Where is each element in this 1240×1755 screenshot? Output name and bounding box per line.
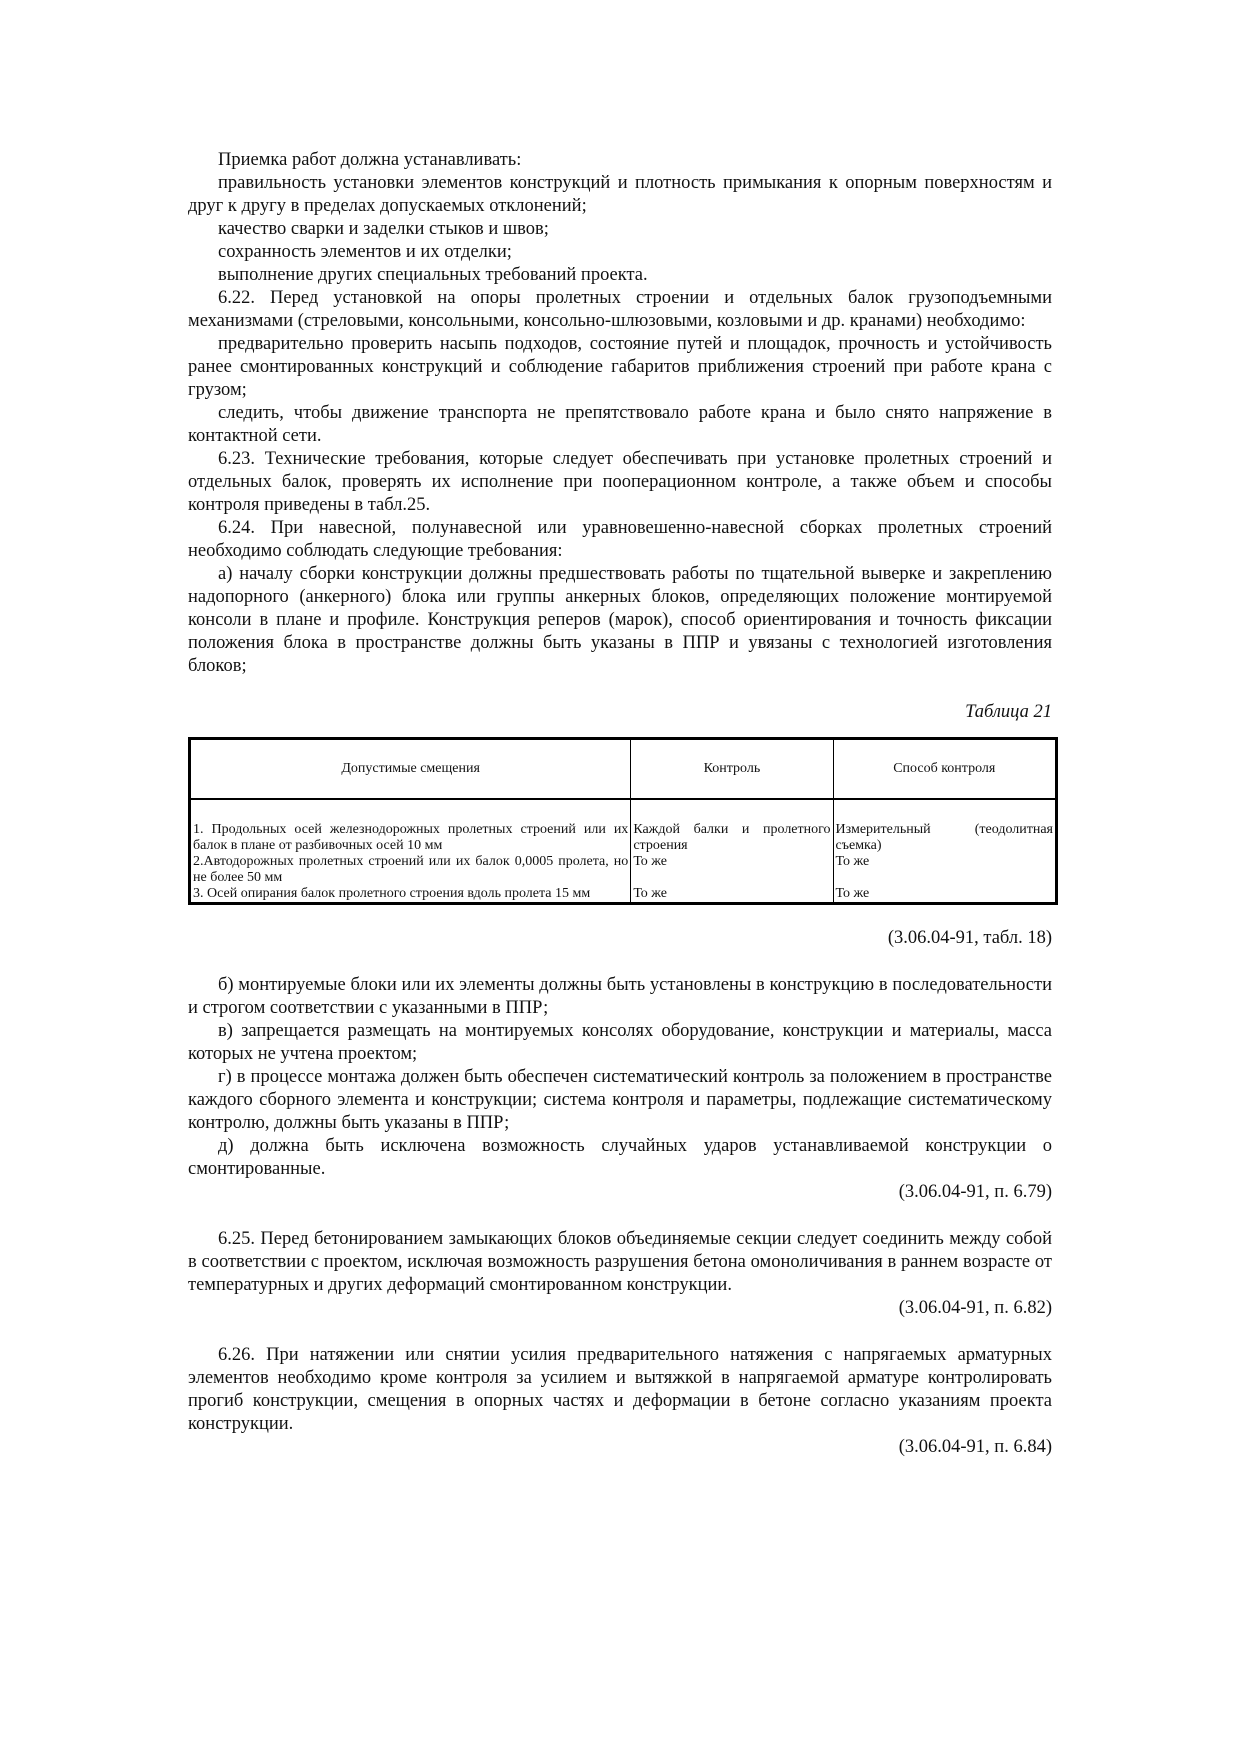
column-header: Допустимые смещения [190, 739, 631, 800]
table-source: (3.06.04-91, табл. 18) [887, 928, 1052, 948]
table-row [190, 799, 1057, 854]
column-header: Контроль [631, 739, 833, 800]
table-caption: Таблица 21 [965, 702, 1052, 722]
table-cell: 2.Автодорожных пролетных строений или их балок 0,0005 пролета, но не более 50 мм [190, 854, 631, 886]
reference: (3.06.04-91, п. 6.82) [898, 1298, 1052, 1318]
table-row [190, 886, 1057, 904]
table-cell: То же [631, 854, 833, 886]
paragraph: предварительно проверить насыпь подходов, состояние путей и площадок, прочность и устойчивость ранее смонтированных конструкций и соблюдение габаритов приближения строений при работе крана с грузом; [188, 334, 1052, 400]
paragraph: в) запрещается размещать на монтируемых консолях оборудование, конструкции и материалы, масса которых не учтена проектом; [188, 1021, 1052, 1064]
paragraph: сохранность элементов и их отделки; [218, 242, 512, 262]
tolerance-table [188, 737, 1058, 905]
paragraph: Приемка работ должна устанавливать: [218, 150, 522, 170]
table-cell: То же [631, 886, 833, 904]
paragraph: б) монтируемые блоки или их элементы должны быть установлены в конструкцию в последовательности и строгом соответствии с указанными в ППР; [188, 975, 1052, 1018]
table-header-row [190, 739, 1057, 800]
paragraph: правильность установки элементов конструкций и плотность примыкания к опорным поверхностям и друг к другу в пределах допускаемых отклонений; [188, 173, 1052, 216]
table-cell: То же [833, 886, 1056, 904]
paragraph: 6.22. Перед установкой на опоры пролетных строении и отдельных балок грузоподъемными механизмами (стреловыми, консольными, консольно-шлюзовыми, козловыми и др. кранами) необходимо: [188, 288, 1052, 331]
reference: (3.06.04-91, п. 6.79) [898, 1182, 1052, 1202]
paragraph: 6.26. При натяжении или снятии усилия предварительного натяжения с напрягаемых арматурных элементов необходимо кроме контроля за усилием и вытяжкой в напрягаемой арматуре контролировать прогиб конструкции, смещения в опорных частях и деформации в бетоне согласно указаниям проекта конструкции. [188, 1345, 1052, 1434]
table-cell: Измерительный (теодолитная съемка) [833, 799, 1056, 854]
table-cell: Каждой балки и пролетного строения [631, 799, 833, 854]
paragraph: 6.25. Перед бетонированием замыкающих блоков объединяемые секции следует соединить между собой в соответствии с проектом, исключая возможность разрушения бетона омоноличивания в раннем возрасте от температурных и других деформаций смонтированном конструкции. [188, 1229, 1052, 1295]
table-cell: То же [833, 854, 1056, 886]
paragraph: выполнение других специальных требований проекта. [218, 265, 648, 285]
column-header: Способ контроля [833, 739, 1056, 800]
table-cell: 3. Осей опирания балок пролетного строения вдоль пролета 15 мм [190, 886, 631, 904]
reference: (3.06.04-91, п. 6.84) [898, 1437, 1052, 1457]
paragraph: г) в процессе монтажа должен быть обеспечен систематический контроль за положением в пространстве каждого сборного элемента и конструкции; система контроля и параметры, подлежащие систематическому контролю, должны быть указаны в ППР; [188, 1067, 1052, 1133]
table-cell: 1. Продольных осей железнодорожных пролетных строений или их балок в плане от разбивочных осей 10 мм [190, 799, 631, 854]
paragraph: 6.24. При навесной, полунавесной или уравновешенно-навесной сборках пролетных строений необходимо соблюдать следующие требования: [188, 518, 1052, 561]
paragraph: качество сварки и заделки стыков и швов; [218, 219, 549, 239]
paragraph: а) началу сборки конструкции должны предшествовать работы по тщательной выверке и закреплению надопорного (анкерного) блока или группы анкерных блоков, определяющих положение монтируемой консоли в плане и профиле. Конструкция реперов (марок), способ ориентирования и точность фиксации положения блока в пространстве должны быть указаны в ППР и увязаны с технологией изготовления блоков; [188, 564, 1052, 676]
paragraph: д) должна быть исключена возможность случайных ударов устанавливаемой конструкции о смонтированные. [188, 1136, 1052, 1179]
paragraph: 6.23. Технические требования, которые следует обеспечивать при установке пролетных строений и отдельных балок, проверять их исполнение при пооперационном контроле, а также объем и способы контроля приведены в табл.25. [188, 449, 1052, 515]
table-row [190, 854, 1057, 886]
paragraph: следить, чтобы движение транспорта не препятствовало работе крана и было снято напряжение в контактной сети. [188, 403, 1052, 446]
document-page [188, 149, 1052, 1459]
